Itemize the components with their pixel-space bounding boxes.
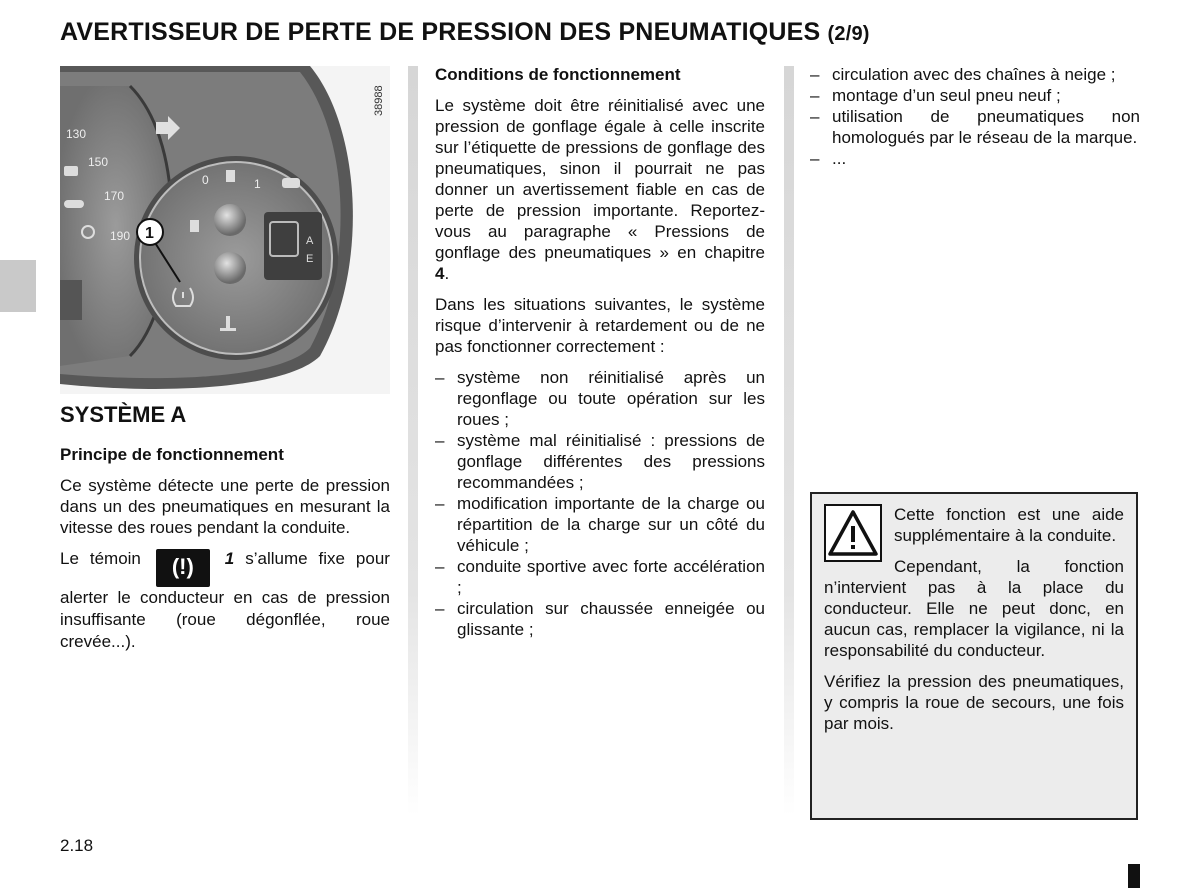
car-icon bbox=[282, 178, 300, 188]
speed-label: 170 bbox=[104, 189, 125, 203]
callout-number: 1 bbox=[145, 225, 154, 242]
display-letter: A bbox=[306, 235, 314, 247]
callout-reference: 1 bbox=[224, 549, 235, 568]
adjustment-knob bbox=[214, 252, 246, 284]
situations-list-continued bbox=[810, 64, 1140, 169]
speed-label: 190 bbox=[110, 229, 131, 243]
situations-list bbox=[435, 367, 765, 640]
chapter-reference: 4 bbox=[435, 264, 445, 283]
cruise-control-icon bbox=[64, 166, 78, 176]
page-title bbox=[60, 18, 870, 47]
title-page-part: (2/9) bbox=[827, 23, 870, 45]
paragraph-text: . bbox=[444, 264, 450, 283]
tyre-pressure-warning-lamp-icon: (!) bbox=[156, 549, 210, 587]
right-column bbox=[810, 64, 1140, 169]
column-separator bbox=[784, 66, 794, 816]
title-text: AVERTISSEUR DE PERTE DE PRESSION DES PNEUMATIQUES bbox=[60, 18, 821, 46]
instrument-cluster-figure bbox=[60, 66, 390, 394]
middle-column bbox=[435, 64, 765, 640]
speed-label: 150 bbox=[88, 155, 109, 169]
note-paragraph: Cependant, la fonction n’intervient pas à la place du conducteur. Elle ne peut donc, en aucun cas, remplacer la vigilance, ni la responsabilité du conducteur. bbox=[824, 557, 1124, 660]
list-item: – modification importante de la charge ou répartition de la charge sur un côté du véhicule ; bbox=[435, 493, 765, 556]
fuel-label-full: 1 bbox=[254, 177, 261, 191]
list-item: – ... bbox=[810, 148, 1140, 169]
note-paragraph: Vérifiez la pression des pneumatiques, y compris la roue de secours, une fois par mois. bbox=[824, 672, 1124, 733]
figure-ref-code: 38988 bbox=[373, 85, 385, 116]
list-item: – circulation avec des chaînes à neige ; bbox=[810, 64, 1140, 85]
page-edge-marker bbox=[1128, 864, 1140, 888]
note-paragraph: Cette fonction est une aide supplémentaire à la conduite. bbox=[894, 505, 1124, 545]
fuel-pump-icon bbox=[226, 170, 235, 182]
paragraph: Ce système détecte une perte de pression dans un des pneumatiques en mesurant la vitesse des roues pendant la conduite. bbox=[60, 476, 390, 537]
warning-triangle-icon bbox=[824, 504, 882, 562]
speed-label: 130 bbox=[66, 127, 87, 141]
list-item: – utilisation de pneumatiques non homologués par le réseau de la marque. bbox=[810, 106, 1140, 148]
list-item: – circulation sur chaussée enneigée ou glissante ; bbox=[435, 598, 765, 640]
left-column bbox=[60, 444, 390, 663]
list-item: – système non réinitialisé après un regonflage ou toute opération sur les roues ; bbox=[435, 367, 765, 430]
paragraph-text: Le témoin bbox=[60, 549, 141, 568]
adjustment-knob bbox=[214, 204, 246, 236]
fuel-pump-icon bbox=[190, 220, 199, 232]
list-item: – conduite sportive avec forte accélération ; bbox=[435, 556, 765, 598]
fuel-label-empty: 0 bbox=[202, 173, 209, 187]
paragraph: Dans les situations suivantes, le système risque d’intervenir à retardement ou de ne pas fonctionner correctement : bbox=[435, 295, 765, 356]
subheading: Principe de fonctionnement bbox=[60, 445, 284, 464]
column-separator bbox=[408, 66, 418, 816]
display-letter: E bbox=[306, 253, 314, 265]
list-item: – montage d’un seul pneu neuf ; bbox=[810, 85, 1140, 106]
section-title: SYSTÈME A bbox=[60, 402, 187, 427]
page-number: 2.18 bbox=[60, 836, 94, 855]
wrench-icon bbox=[64, 200, 84, 208]
list-item: – système mal réinitialisé : pressions de gonflage différentes des pressions recommandées ; bbox=[435, 430, 765, 493]
paragraph bbox=[435, 95, 765, 284]
paragraph bbox=[60, 548, 390, 653]
warning-note-box bbox=[810, 492, 1138, 820]
paragraph-text: Le système doit être réinitialisé avec une pression de gonflage égale à celle inscrite sur l’étiquette de pressions de gonflage des pneumatiques, sinon il pourrait ne pas donner un avertissement fiable en cas de perte de pression importante. Reportez-vous au paragraphe « Pressions de gonflage des pneumatiques » en chapitre bbox=[435, 96, 765, 262]
subheading: Conditions de fonctionnement bbox=[435, 65, 681, 84]
paragraph-text: s’allume fixe pour alerter le conducteur en cas de pression insuffisante (roue dégonflée, roue crevée...). bbox=[60, 549, 390, 651]
odometer-display bbox=[60, 280, 82, 320]
chapter-tab-marker bbox=[0, 260, 36, 312]
